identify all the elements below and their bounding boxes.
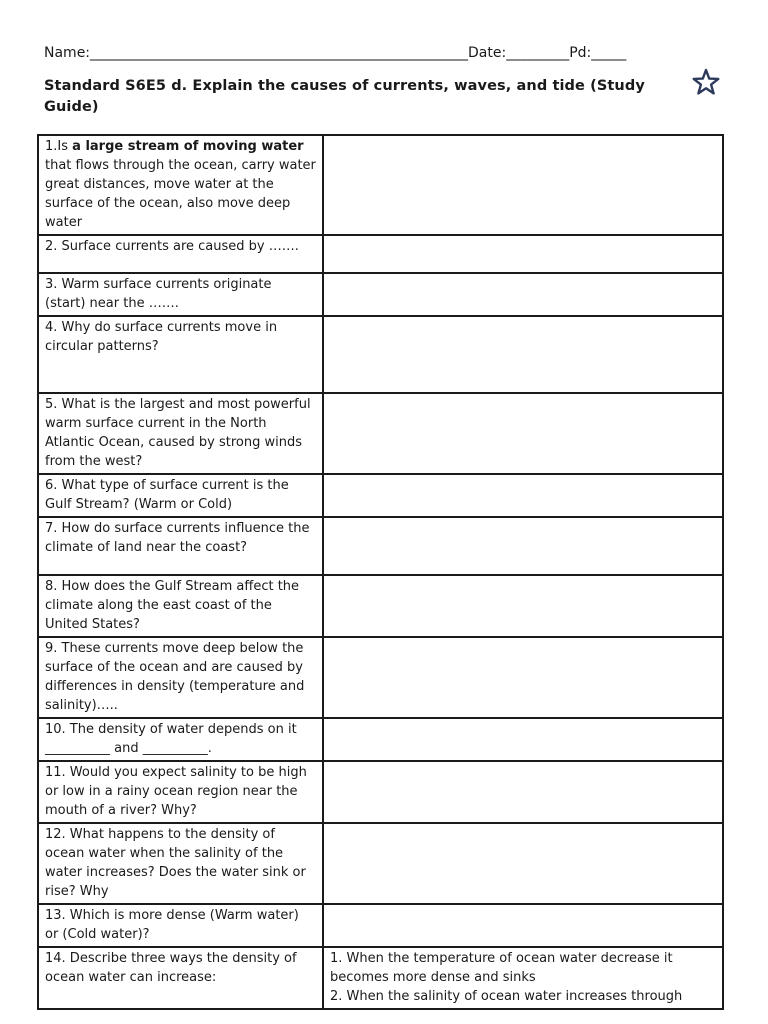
table-row bbox=[38, 761, 723, 823]
study-guide-table bbox=[37, 134, 724, 1010]
table-row bbox=[38, 575, 723, 637]
answer-cell[interactable] bbox=[323, 761, 723, 823]
page-title: Standard S6E5 d. Explain the causes of currents, waves, and tide (Study Guide) bbox=[44, 78, 645, 115]
answer-cell[interactable] bbox=[323, 718, 723, 761]
question-cell: 6. What type of surface current is the Gulf Stream? (Warm or Cold) bbox=[38, 474, 323, 517]
answer-cell[interactable] bbox=[323, 947, 723, 1009]
table-row bbox=[38, 718, 723, 761]
question-prefix: Is bbox=[57, 139, 73, 154]
question-cell: 14. Describe three ways the density of ocean water can increase: bbox=[38, 947, 323, 1009]
table-row bbox=[38, 393, 723, 474]
question-cell: 8. How does the Gulf Stream affect the climate along the east coast of the United States? bbox=[38, 575, 323, 637]
question-cell: 9. These currents move deep below the surface of the ocean and are caused by differences in density (temperature and salinity)….. bbox=[38, 637, 323, 718]
question-cell bbox=[38, 135, 323, 235]
question-cell: 11. Would you expect salinity to be high or low in a rainy ocean region near the mouth of a river? Why? bbox=[38, 761, 323, 823]
question-cell: 2. Surface currents are caused by ……. bbox=[38, 235, 323, 273]
star-outline-icon bbox=[692, 68, 720, 96]
table-row bbox=[38, 235, 723, 273]
answer-cell[interactable] bbox=[323, 393, 723, 474]
answer-line: 2. When the salinity of ocean water increases through bbox=[330, 989, 683, 1004]
question-number: 1. bbox=[45, 139, 58, 154]
answer-cell[interactable] bbox=[323, 575, 723, 637]
table-row bbox=[38, 474, 723, 517]
table-row bbox=[38, 517, 723, 575]
question-cell: 13. Which is more dense (Warm water) or (Cold water)? bbox=[38, 904, 323, 947]
answer-cell[interactable] bbox=[323, 517, 723, 575]
answer-cell[interactable] bbox=[323, 474, 723, 517]
name-date-period-line: Name:______________________________________________________Date:_________Pd:_____ bbox=[44, 45, 627, 61]
answer-cell[interactable] bbox=[323, 904, 723, 947]
question-cell: 3. Warm surface currents originate (start) near the ……. bbox=[38, 273, 323, 316]
table-row bbox=[38, 823, 723, 904]
answer-cell[interactable] bbox=[323, 637, 723, 718]
answer-cell[interactable] bbox=[323, 235, 723, 273]
answer-cell[interactable] bbox=[323, 273, 723, 316]
table-row bbox=[38, 316, 723, 393]
table-row bbox=[38, 904, 723, 947]
question-cell: 5. What is the largest and most powerful warm surface current in the North Atlantic Ocean, caused by strong winds from the west? bbox=[38, 393, 323, 474]
answer-cell[interactable] bbox=[323, 316, 723, 393]
answer-line: 1. When the temperature of ocean water decrease it becomes more dense and sinks bbox=[330, 951, 673, 985]
question-cell: 12. What happens to the density of ocean water when the salinity of the water increases? Does the water sink or rise? Why bbox=[38, 823, 323, 904]
table-row bbox=[38, 947, 723, 1009]
table-row bbox=[38, 135, 723, 235]
answer-cell[interactable] bbox=[323, 823, 723, 904]
question-text: that flows through the ocean, carry water great distances, move water at the surface of the ocean, also move deep water bbox=[45, 158, 316, 230]
table-row bbox=[38, 637, 723, 718]
answer-cell[interactable] bbox=[323, 135, 723, 235]
question-cell: 7. How do surface currents influence the climate of land near the coast? bbox=[38, 517, 323, 575]
question-cell: 10. The density of water depends on it __________ and __________. bbox=[38, 718, 323, 761]
question-bold-phrase: a large stream of moving water bbox=[72, 139, 304, 154]
question-cell: 4. Why do surface currents move in circular patterns? bbox=[38, 316, 323, 393]
table-row bbox=[38, 273, 723, 316]
